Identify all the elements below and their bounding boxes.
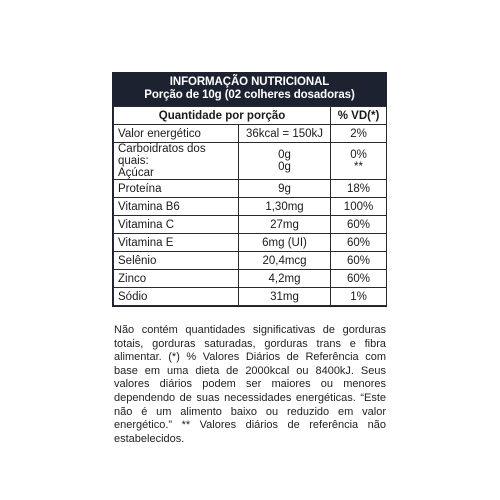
nutrient-name: Valor energético bbox=[114, 125, 239, 143]
nutrient-value: 1,30mg bbox=[239, 198, 331, 216]
nutrient-value: 6mg (UI) bbox=[239, 234, 331, 252]
nutrient-name: Vitamina B6 bbox=[114, 198, 239, 216]
nutrient-value: 9g bbox=[239, 180, 331, 198]
nutrient-name: Vitamina C bbox=[114, 216, 239, 234]
table-row bbox=[114, 288, 387, 306]
label-header bbox=[113, 73, 386, 106]
nutrient-subname-line: Açúcar bbox=[118, 167, 154, 179]
quantity-header: Quantidade por porção bbox=[114, 107, 331, 125]
nutrient-value: 27mg bbox=[239, 216, 331, 234]
nutrient-vd: 60% bbox=[331, 234, 387, 252]
nutrient-vd-line: 0% bbox=[350, 149, 367, 161]
nutrient-value: 36kcal = 150kJ bbox=[239, 125, 331, 143]
footnote-text: Não contém quantidades significativas de gorduras totais, gorduras saturadas, gorduras trans e fibra alimentar. (*) % Valores Diários de Referência com base em uma dieta de 2000kcal ou 8400kJ. Seus valores diários podem ser maiores ou menores dependendo de suas necessidades energéticas. “Este não é um alimento baixo ou reduzido em valor energético.” ** Valores diários de referência não estabelecidos. bbox=[114, 324, 386, 445]
table-row bbox=[114, 125, 387, 143]
table-row bbox=[114, 234, 387, 252]
nutrient-vd: 1% bbox=[331, 288, 387, 306]
vd-header: % VD(*) bbox=[331, 107, 387, 125]
table-row bbox=[114, 198, 387, 216]
nutrient-name: Vitamina E bbox=[114, 234, 239, 252]
nutrient-name-line: Carboidratos dos quais: bbox=[118, 143, 206, 167]
table-row bbox=[114, 180, 387, 198]
nutrient-name: Proteína bbox=[114, 180, 239, 198]
table-row bbox=[114, 252, 387, 270]
nutrient-vd: 60% bbox=[331, 252, 387, 270]
nutrient-value: 4,2mg bbox=[239, 270, 331, 288]
nutrient-subvd-line: ** bbox=[354, 161, 363, 173]
nutrition-table bbox=[113, 106, 387, 306]
nutrient-vd: 18% bbox=[331, 180, 387, 198]
nutrient-name bbox=[114, 143, 239, 180]
nutrient-subvalue-line: 0g bbox=[278, 161, 291, 173]
table-row bbox=[114, 270, 387, 288]
nutrient-vd: 100% bbox=[331, 198, 387, 216]
nutrient-vd bbox=[331, 143, 387, 180]
nutrient-vd: 60% bbox=[331, 270, 387, 288]
label-title: INFORMAÇÃO NUTRICIONAL bbox=[169, 76, 330, 88]
nutrition-facts-label bbox=[112, 72, 387, 307]
nutrient-vd: 2% bbox=[331, 125, 387, 143]
nutrient-name: Selênio bbox=[114, 252, 239, 270]
table-row bbox=[114, 143, 387, 180]
nutrient-value: 31mg bbox=[239, 288, 331, 306]
nutrient-value: 20,4mcg bbox=[239, 252, 331, 270]
nutrient-value-line: 0g bbox=[278, 149, 291, 161]
nutrient-value bbox=[239, 143, 331, 180]
nutrient-name: Zinco bbox=[114, 270, 239, 288]
serving-size: Porção de 10g (02 colheres dosadoras) bbox=[144, 89, 355, 101]
nutrient-name: Sódio bbox=[114, 288, 239, 306]
table-header-row bbox=[114, 107, 387, 125]
nutrient-vd: 60% bbox=[331, 216, 387, 234]
table-row bbox=[114, 216, 387, 234]
